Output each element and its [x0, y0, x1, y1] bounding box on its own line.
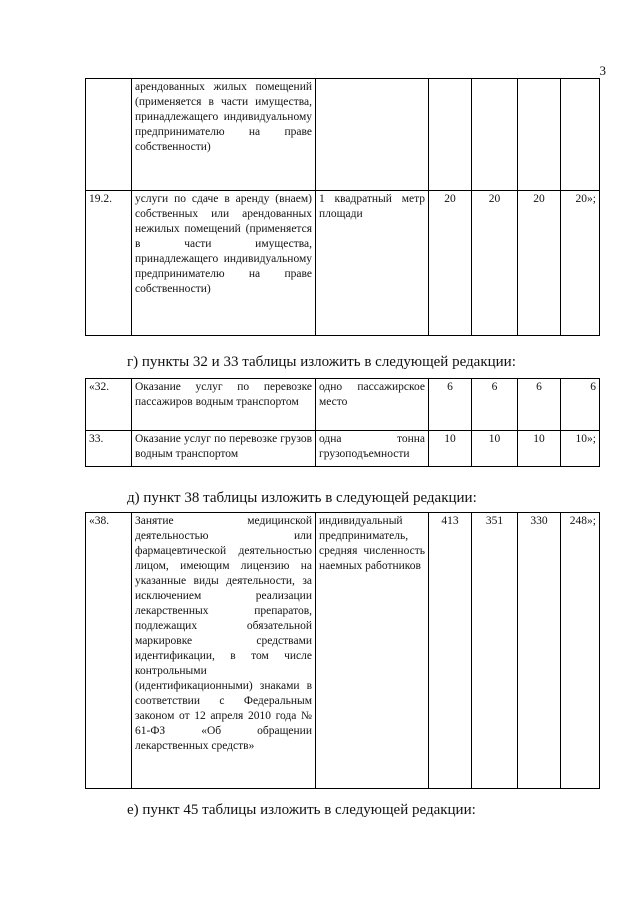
service-description: Занятие медицинской деятельностью или фармацевтической деятельностью лицом, имеющим лицензию на указанные виды деятельности, за исключением реализации лекарственных препаратов, подлежащих обязательной маркировке средствами идентификации, в том числе контрольными (идентификационными) знаками в соответствии с Федеральным законом от 12 апреля 2010 года № 61-ФЗ «Об обращении лекарственных средств»: [132, 513, 316, 789]
value-cell: 351: [472, 513, 518, 789]
service-description: услуги по сдаче в аренду (внаем) собственных или арендованных нежилых помещений (применяется в части имущества, принадлежащего индивидуальному предпринимателю на праве собственности): [132, 191, 316, 336]
table-row: [86, 431, 600, 467]
value-cell: 6: [518, 379, 561, 431]
value-cell: 20: [429, 191, 472, 336]
value-cell: 10: [518, 431, 561, 467]
value-cell: 20»;: [561, 191, 600, 336]
service-description: Оказание услуг по перевозке пассажиров водным транспортом: [132, 379, 316, 431]
value-cell: 20: [472, 191, 518, 336]
unit-of-measure: [316, 79, 429, 191]
instruction-d: д) пункт 38 таблицы изложить в следующей редакции:: [127, 490, 477, 506]
unit-of-measure: индивидуальный предприниматель, средняя численность наемных работников: [316, 513, 429, 789]
value-cell: 413: [429, 513, 472, 789]
value-cell: [429, 79, 472, 191]
table-row: [86, 379, 600, 431]
row-number: 33.: [86, 431, 132, 467]
service-description: Оказание услуг по перевозке грузов водным транспортом: [132, 431, 316, 467]
table-row: [86, 513, 600, 789]
row-number: «38.: [86, 513, 132, 789]
unit-of-measure: одно пассажирское место: [316, 379, 429, 431]
row-number: «32.: [86, 379, 132, 431]
value-cell: 6: [472, 379, 518, 431]
value-cell: [518, 79, 561, 191]
table-fragment-water-transport: [85, 378, 600, 467]
value-cell: [472, 79, 518, 191]
value-cell: 6: [561, 379, 600, 431]
service-description: арендованных жилых помещений (применяется в части имущества, принадлежащего индивидуальному предпринимателю на праве собственности): [132, 79, 316, 191]
value-cell: 6: [429, 379, 472, 431]
table-row: [86, 79, 600, 191]
value-cell: 10»;: [561, 431, 600, 467]
row-number: 19.2.: [86, 191, 132, 336]
value-cell: 20: [518, 191, 561, 336]
value-cell: 330: [518, 513, 561, 789]
row-number: [86, 79, 132, 191]
page-number: 3: [599, 63, 606, 78]
value-cell: 248»;: [561, 513, 600, 789]
instruction-g: г) пункты 32 и 33 таблицы изложить в следующей редакции:: [127, 354, 516, 370]
table-row: [86, 191, 600, 336]
table-fragment-medical: [85, 512, 600, 789]
value-cell: 10: [472, 431, 518, 467]
table-fragment-rental: [85, 78, 600, 336]
instruction-e: е) пункт 45 таблицы изложить в следующей редакции:: [127, 802, 476, 818]
unit-of-measure: 1 квадратный метр площади: [316, 191, 429, 336]
value-cell: 10: [429, 431, 472, 467]
value-cell: [561, 79, 600, 191]
unit-of-measure: одна тонна грузоподъемности: [316, 431, 429, 467]
